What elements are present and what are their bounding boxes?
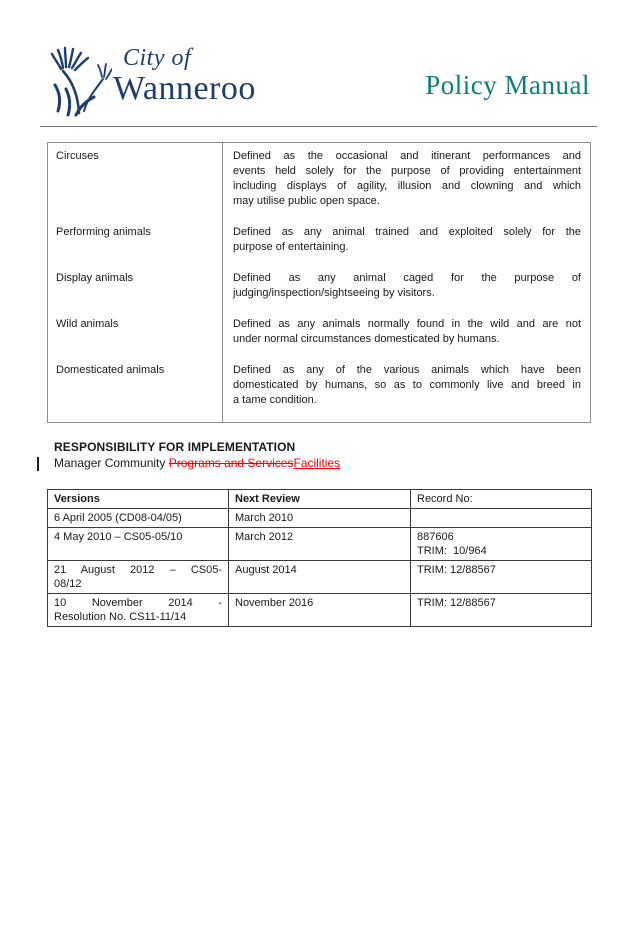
definition-row	[48, 221, 591, 267]
responsibility-section	[54, 440, 340, 471]
header-divider	[40, 126, 597, 127]
tracked-deleted-text: Programs and Services	[168, 456, 294, 470]
definition-row	[48, 313, 591, 359]
next-review-cell: March 2010	[229, 509, 411, 528]
versions-header-row	[48, 490, 592, 509]
definition-term: Circuses	[56, 150, 99, 162]
definition-term: Domesticated animals	[56, 364, 165, 376]
doc-title: Policy Manual	[425, 70, 590, 100]
brand-logo-text	[113, 46, 256, 106]
definition-row	[48, 267, 591, 313]
responsibility-prefix: Manager Community	[54, 456, 169, 470]
version-row	[48, 509, 592, 528]
definition-text: Defined as any animal trained and exploited solely for the purpose of entertaining.	[223, 221, 591, 267]
kangaroo-paw-flower-icon	[50, 45, 112, 117]
versions-table	[47, 489, 592, 627]
responsibility-heading: RESPONSIBILITY FOR IMPLEMENTATION	[54, 440, 296, 454]
brand-wanneroo: Wanneroo	[113, 70, 256, 107]
definition-term: Performing animals	[56, 226, 151, 238]
responsibility-line	[54, 456, 340, 471]
next-review-header: Next Review	[229, 490, 411, 509]
tracked-change-bar	[37, 457, 39, 471]
definition-term: Wild animals	[56, 318, 119, 330]
version-cell: 10 November 2014 - Resolution No. CS11-11/14	[48, 594, 229, 627]
record-cell: 887606 TRIM: 10/964	[411, 528, 592, 561]
version-cell: 4 May 2010 – CS05-05/10	[48, 528, 229, 561]
brand-city-of: City of	[123, 45, 192, 71]
record-cell: TRIM: 12/88567	[411, 561, 592, 594]
definition-term: Display animals	[56, 272, 134, 284]
definition-row	[48, 143, 591, 222]
record-no-header: Record No:	[411, 490, 592, 509]
tracked-inserted-text: Facilities	[293, 456, 341, 470]
version-row	[48, 528, 592, 561]
definitions-table	[47, 142, 591, 423]
versions-header: Versions	[48, 490, 229, 509]
version-cell: 6 April 2005 (CD08-04/05)	[48, 509, 229, 528]
next-review-cell: November 2016	[229, 594, 411, 627]
next-review-cell: August 2014	[229, 561, 411, 594]
next-review-cell: March 2012	[229, 528, 411, 561]
version-cell: 21 August 2012 – CS05- 08/12	[48, 561, 229, 594]
record-cell	[411, 509, 592, 528]
definition-text: Defined as any animal caged for the purpose of judging/inspection/sightseeing by visitors.	[223, 267, 591, 313]
version-row	[48, 594, 592, 627]
version-row	[48, 561, 592, 594]
record-cell: TRIM: 12/88567	[411, 594, 592, 627]
definition-text: Defined as any animals normally found in the wild and are not under normal circumstances domesticated by humans.	[223, 313, 591, 359]
definition-row	[48, 359, 591, 423]
definition-text: Defined as the occasional and itinerant performances and events held solely for the purpose of providing entertainment including displays of agility, illusion and clowning and which may utilise public open space.	[223, 143, 591, 222]
definition-text: Defined as any of the various animals which have been domesticated by humans, so as to commonly live and breed in a tame condition.	[223, 359, 591, 423]
